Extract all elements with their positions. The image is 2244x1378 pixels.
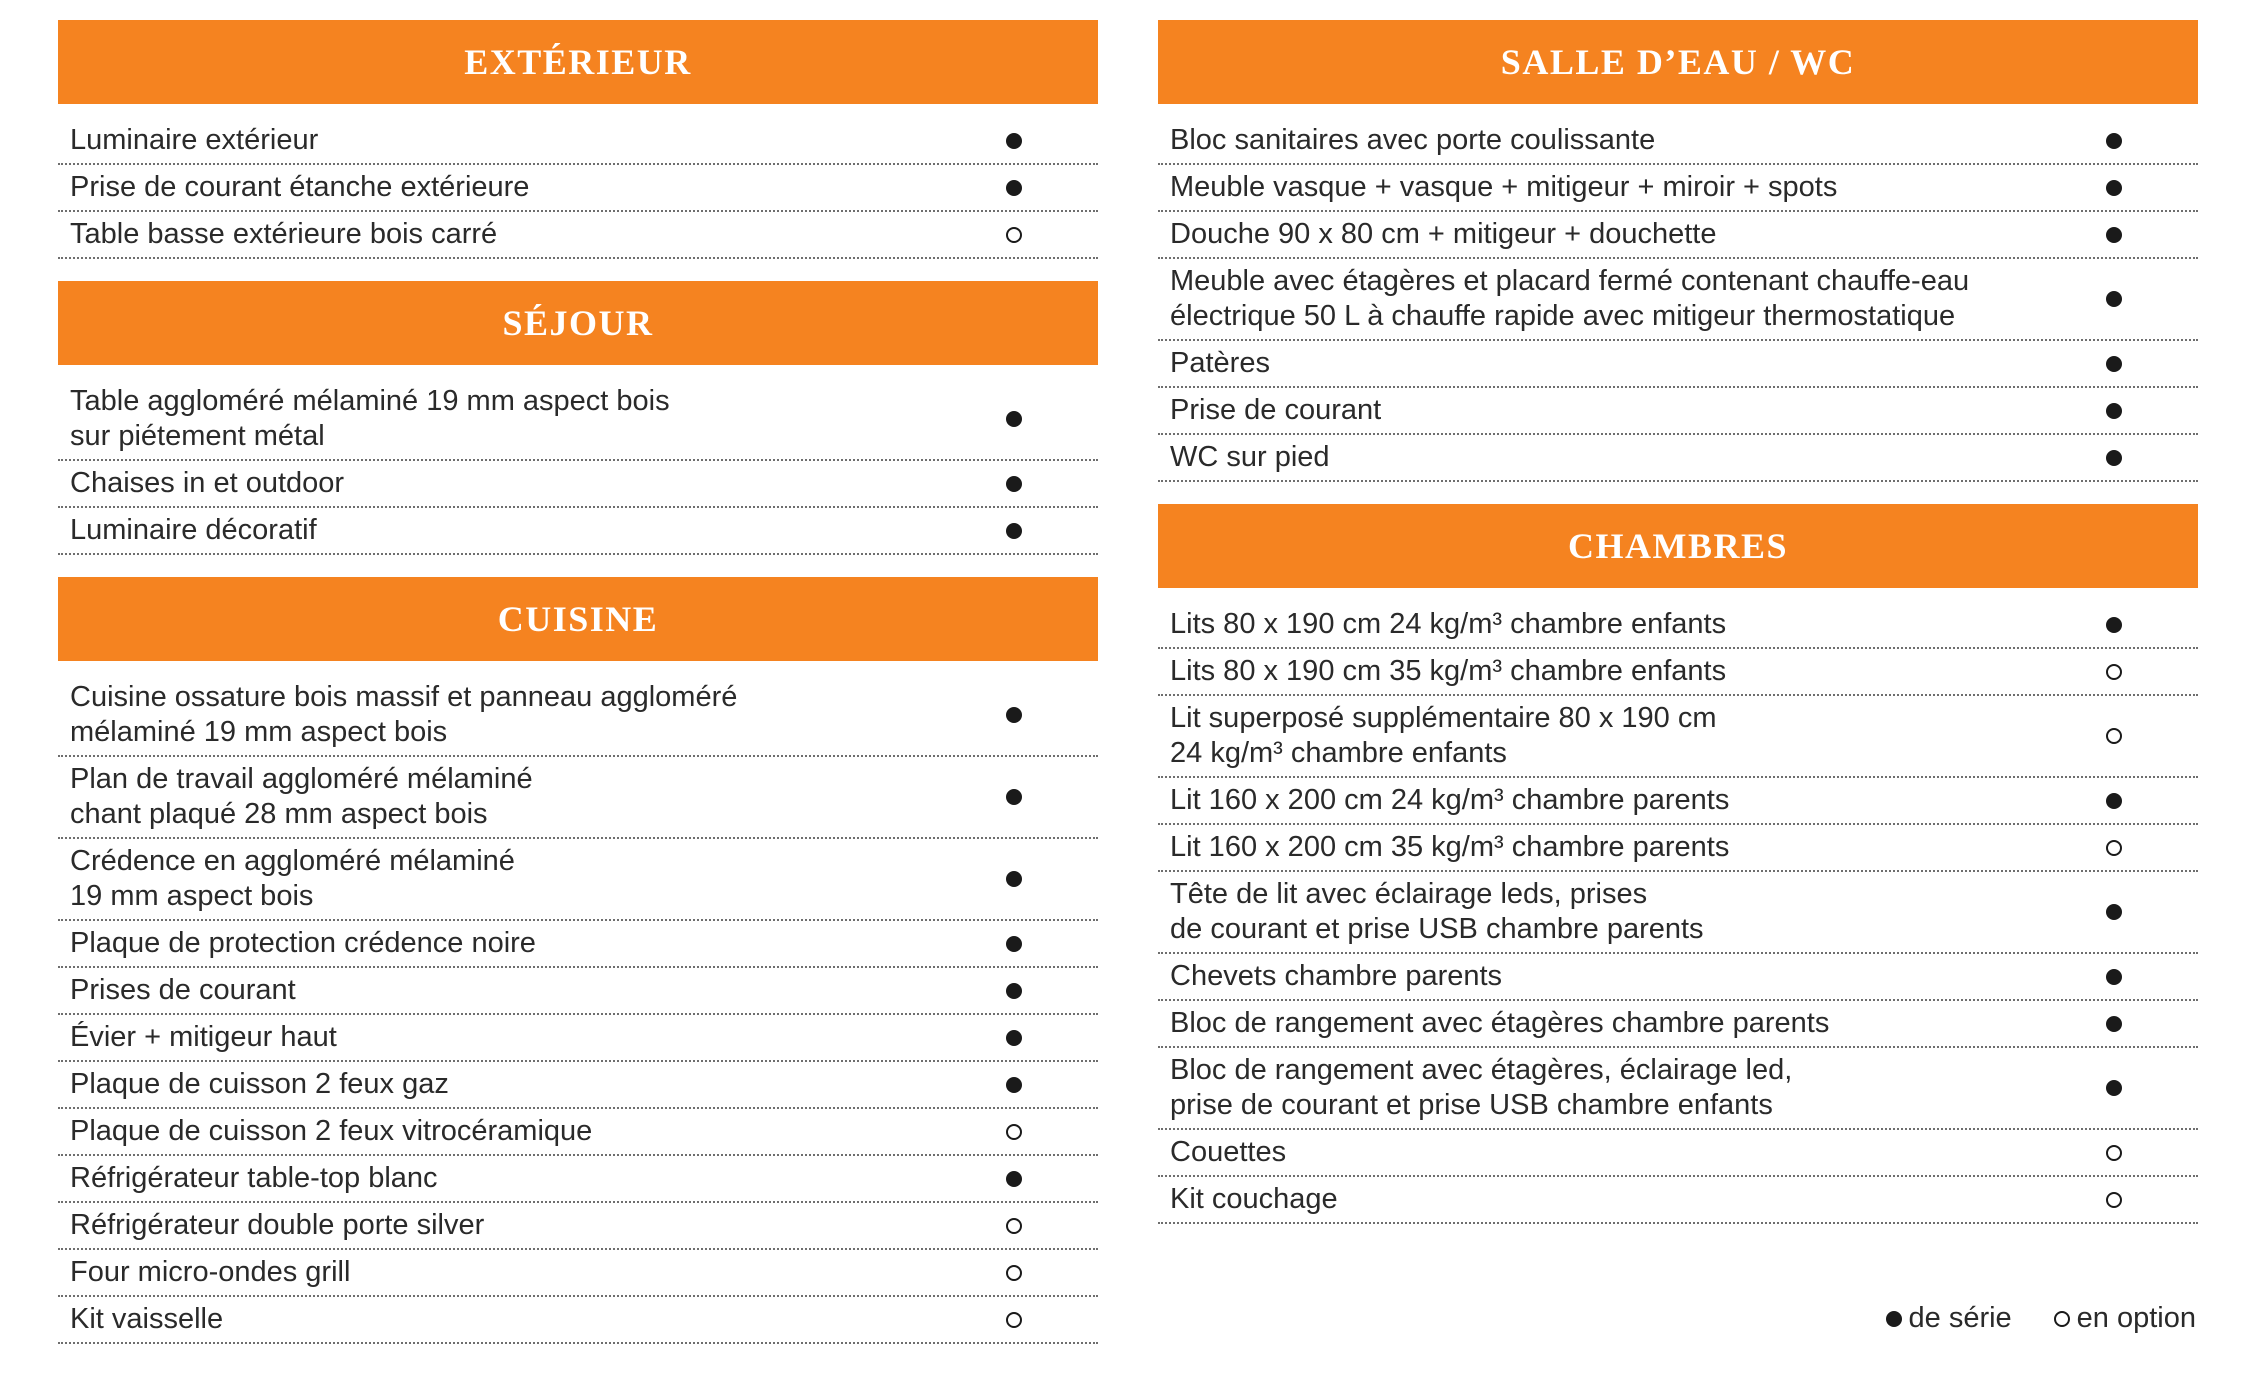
filled-dot-icon xyxy=(1006,1171,1022,1187)
item-label: Prise de courant étanche extérieure xyxy=(70,171,530,203)
item-label: WC sur pied xyxy=(1170,441,1330,473)
list-item xyxy=(58,118,1098,165)
item-label: Prise de courant xyxy=(1170,394,1382,426)
filled-dot-icon xyxy=(2106,403,2122,419)
list-item xyxy=(1158,1048,2198,1130)
legend xyxy=(1886,1302,2197,1335)
item-label: Réfrigérateur table-top blanc xyxy=(70,1162,438,1194)
list-item xyxy=(58,379,1098,461)
filled-dot-icon xyxy=(1006,983,1022,999)
legend-standard-label: de série xyxy=(1908,1302,2012,1334)
list-item xyxy=(58,508,1098,555)
filled-dot-icon xyxy=(2106,227,2122,243)
hollow-dot-icon xyxy=(1006,1124,1022,1140)
list-item xyxy=(58,968,1098,1015)
item-label: Couettes xyxy=(1170,1136,1287,1168)
list-item xyxy=(1158,954,2198,1001)
filled-dot-icon xyxy=(2106,617,2122,633)
filled-dot-icon xyxy=(1006,1030,1022,1046)
filled-dot-icon xyxy=(2106,1080,2122,1096)
item-label: Meuble vasque + vasque + mitigeur + miroir + spots xyxy=(1170,171,1838,203)
item-label: Crédence en aggloméré mélaminé 19 mm aspect bois xyxy=(70,845,515,912)
item-label: Cuisine ossature bois massif et panneau aggloméré mélaminé 19 mm aspect bois xyxy=(70,681,738,748)
section xyxy=(58,20,1098,259)
list-item xyxy=(1158,165,2198,212)
section-header: EXTÉRIEUR xyxy=(58,20,1098,104)
hollow-dot-icon xyxy=(2106,1192,2122,1208)
hollow-dot-icon xyxy=(1006,1265,1022,1281)
list-item xyxy=(58,212,1098,259)
list-item xyxy=(58,1297,1098,1344)
list-item xyxy=(58,839,1098,921)
list-item xyxy=(1158,212,2198,259)
hollow-dot-icon xyxy=(2106,840,2122,856)
filled-dot-icon xyxy=(1006,707,1022,723)
hollow-dot-icon xyxy=(2106,664,2122,680)
filled-dot-icon xyxy=(1006,936,1022,952)
filled-dot-icon xyxy=(1006,411,1022,427)
filled-dot-icon xyxy=(2106,291,2122,307)
item-label: Tête de lit avec éclairage leds, prises de courant et prise USB chambre parents xyxy=(1170,878,1704,945)
right-column xyxy=(1158,20,2198,1224)
item-label: Four micro-ondes grill xyxy=(70,1256,351,1288)
item-label: Plan de travail aggloméré mélaminé chant plaqué 28 mm aspect bois xyxy=(70,763,533,830)
item-label: Lit 160 x 200 cm 35 kg/m³ chambre parents xyxy=(1170,831,1730,863)
filled-dot-icon xyxy=(1006,180,1022,196)
hollow-dot-icon xyxy=(2054,1311,2070,1327)
filled-dot-icon xyxy=(1006,476,1022,492)
list-item xyxy=(58,675,1098,757)
item-label: Chaises in et outdoor xyxy=(70,467,345,499)
filled-dot-icon xyxy=(1006,871,1022,887)
section-header: SALLE D’EAU / WC xyxy=(1158,20,2198,104)
section-header: CUISINE xyxy=(58,577,1098,661)
list-item xyxy=(58,1062,1098,1109)
list-item xyxy=(1158,825,2198,872)
item-list xyxy=(1158,118,2198,482)
filled-dot-icon xyxy=(2106,356,2122,372)
list-item xyxy=(1158,259,2198,341)
filled-dot-icon xyxy=(2106,793,2122,809)
item-label: Lit 160 x 200 cm 24 kg/m³ chambre parents xyxy=(1170,784,1730,816)
filled-dot-icon xyxy=(2106,969,2122,985)
list-item xyxy=(1158,388,2198,435)
filled-dot-icon xyxy=(1006,523,1022,539)
item-label: Lits 80 x 190 cm 24 kg/m³ chambre enfants xyxy=(1170,608,1727,640)
item-label: Lit superposé supplémentaire 80 x 190 cm 24 kg/m³ chambre enfants xyxy=(1170,702,1717,769)
filled-dot-icon xyxy=(2106,1016,2122,1032)
list-item xyxy=(1158,778,2198,825)
section xyxy=(58,577,1098,1344)
item-label: Bloc de rangement avec étagères chambre parents xyxy=(1170,1007,1830,1039)
hollow-dot-icon xyxy=(2106,728,2122,744)
list-item xyxy=(58,1109,1098,1156)
item-label: Évier + mitigeur haut xyxy=(70,1021,337,1053)
item-label: Prises de courant xyxy=(70,974,296,1006)
item-label: Table basse extérieure bois carré xyxy=(70,218,498,250)
filled-dot-icon xyxy=(1006,1077,1022,1093)
list-item xyxy=(1158,1001,2198,1048)
item-label: Patères xyxy=(1170,347,1270,379)
item-label: Meuble avec étagères et placard fermé contenant chauffe-eau électrique 50 L à chauffe rapide avec mitigeur thermostatique xyxy=(1170,265,1970,332)
section-header: SÉJOUR xyxy=(58,281,1098,365)
filled-dot-icon xyxy=(1006,789,1022,805)
list-item xyxy=(1158,602,2198,649)
list-item xyxy=(1158,1130,2198,1177)
left-column xyxy=(58,20,1098,1344)
list-item xyxy=(58,921,1098,968)
list-item xyxy=(58,461,1098,508)
section xyxy=(1158,20,2198,482)
item-list xyxy=(58,379,1098,555)
filled-dot-icon xyxy=(2106,904,2122,920)
list-item xyxy=(58,757,1098,839)
list-item xyxy=(1158,649,2198,696)
list-item xyxy=(58,165,1098,212)
list-item xyxy=(58,1203,1098,1250)
section-header: CHAMBRES xyxy=(1158,504,2198,588)
item-label: Kit vaisselle xyxy=(70,1303,224,1335)
filled-dot-icon xyxy=(2106,180,2122,196)
list-item xyxy=(1158,872,2198,954)
item-label: Bloc sanitaires avec porte coulissante xyxy=(1170,124,1656,156)
hollow-dot-icon xyxy=(1006,1218,1022,1234)
item-label: Plaque de cuisson 2 feux vitrocéramique xyxy=(70,1115,593,1147)
hollow-dot-icon xyxy=(2106,1145,2122,1161)
item-list xyxy=(58,118,1098,259)
filled-dot-icon xyxy=(1886,1311,1902,1327)
section xyxy=(1158,504,2198,1224)
item-label: Bloc de rangement avec étagères, éclairage led, prise de courant et prise USB chambre enfants xyxy=(1170,1054,1793,1121)
item-label: Réfrigérateur double porte silver xyxy=(70,1209,485,1241)
item-label: Luminaire extérieur xyxy=(70,124,319,156)
list-item xyxy=(1158,696,2198,778)
item-label: Luminaire décoratif xyxy=(70,514,317,546)
filled-dot-icon xyxy=(1006,133,1022,149)
item-label: Lits 80 x 190 cm 35 kg/m³ chambre enfants xyxy=(1170,655,1727,687)
filled-dot-icon xyxy=(2106,133,2122,149)
item-label: Kit couchage xyxy=(1170,1183,1338,1215)
section xyxy=(58,281,1098,555)
legend-option-label: en option xyxy=(2076,1302,2196,1334)
list-item xyxy=(1158,118,2198,165)
item-label: Plaque de cuisson 2 feux gaz xyxy=(70,1068,449,1100)
list-item xyxy=(1158,341,2198,388)
list-item xyxy=(58,1250,1098,1297)
list-item xyxy=(58,1156,1098,1203)
item-label: Douche 90 x 80 cm + mitigeur + douchette xyxy=(1170,218,1717,250)
item-label: Chevets chambre parents xyxy=(1170,960,1503,992)
list-item xyxy=(1158,1177,2198,1224)
item-label: Plaque de protection crédence noire xyxy=(70,927,536,959)
item-list xyxy=(58,675,1098,1344)
list-item xyxy=(1158,435,2198,482)
filled-dot-icon xyxy=(2106,450,2122,466)
list-item xyxy=(58,1015,1098,1062)
hollow-dot-icon xyxy=(1006,227,1022,243)
item-label: Table aggloméré mélaminé 19 mm aspect bois sur piétement métal xyxy=(70,385,670,452)
item-list xyxy=(1158,602,2198,1224)
hollow-dot-icon xyxy=(1006,1312,1022,1328)
